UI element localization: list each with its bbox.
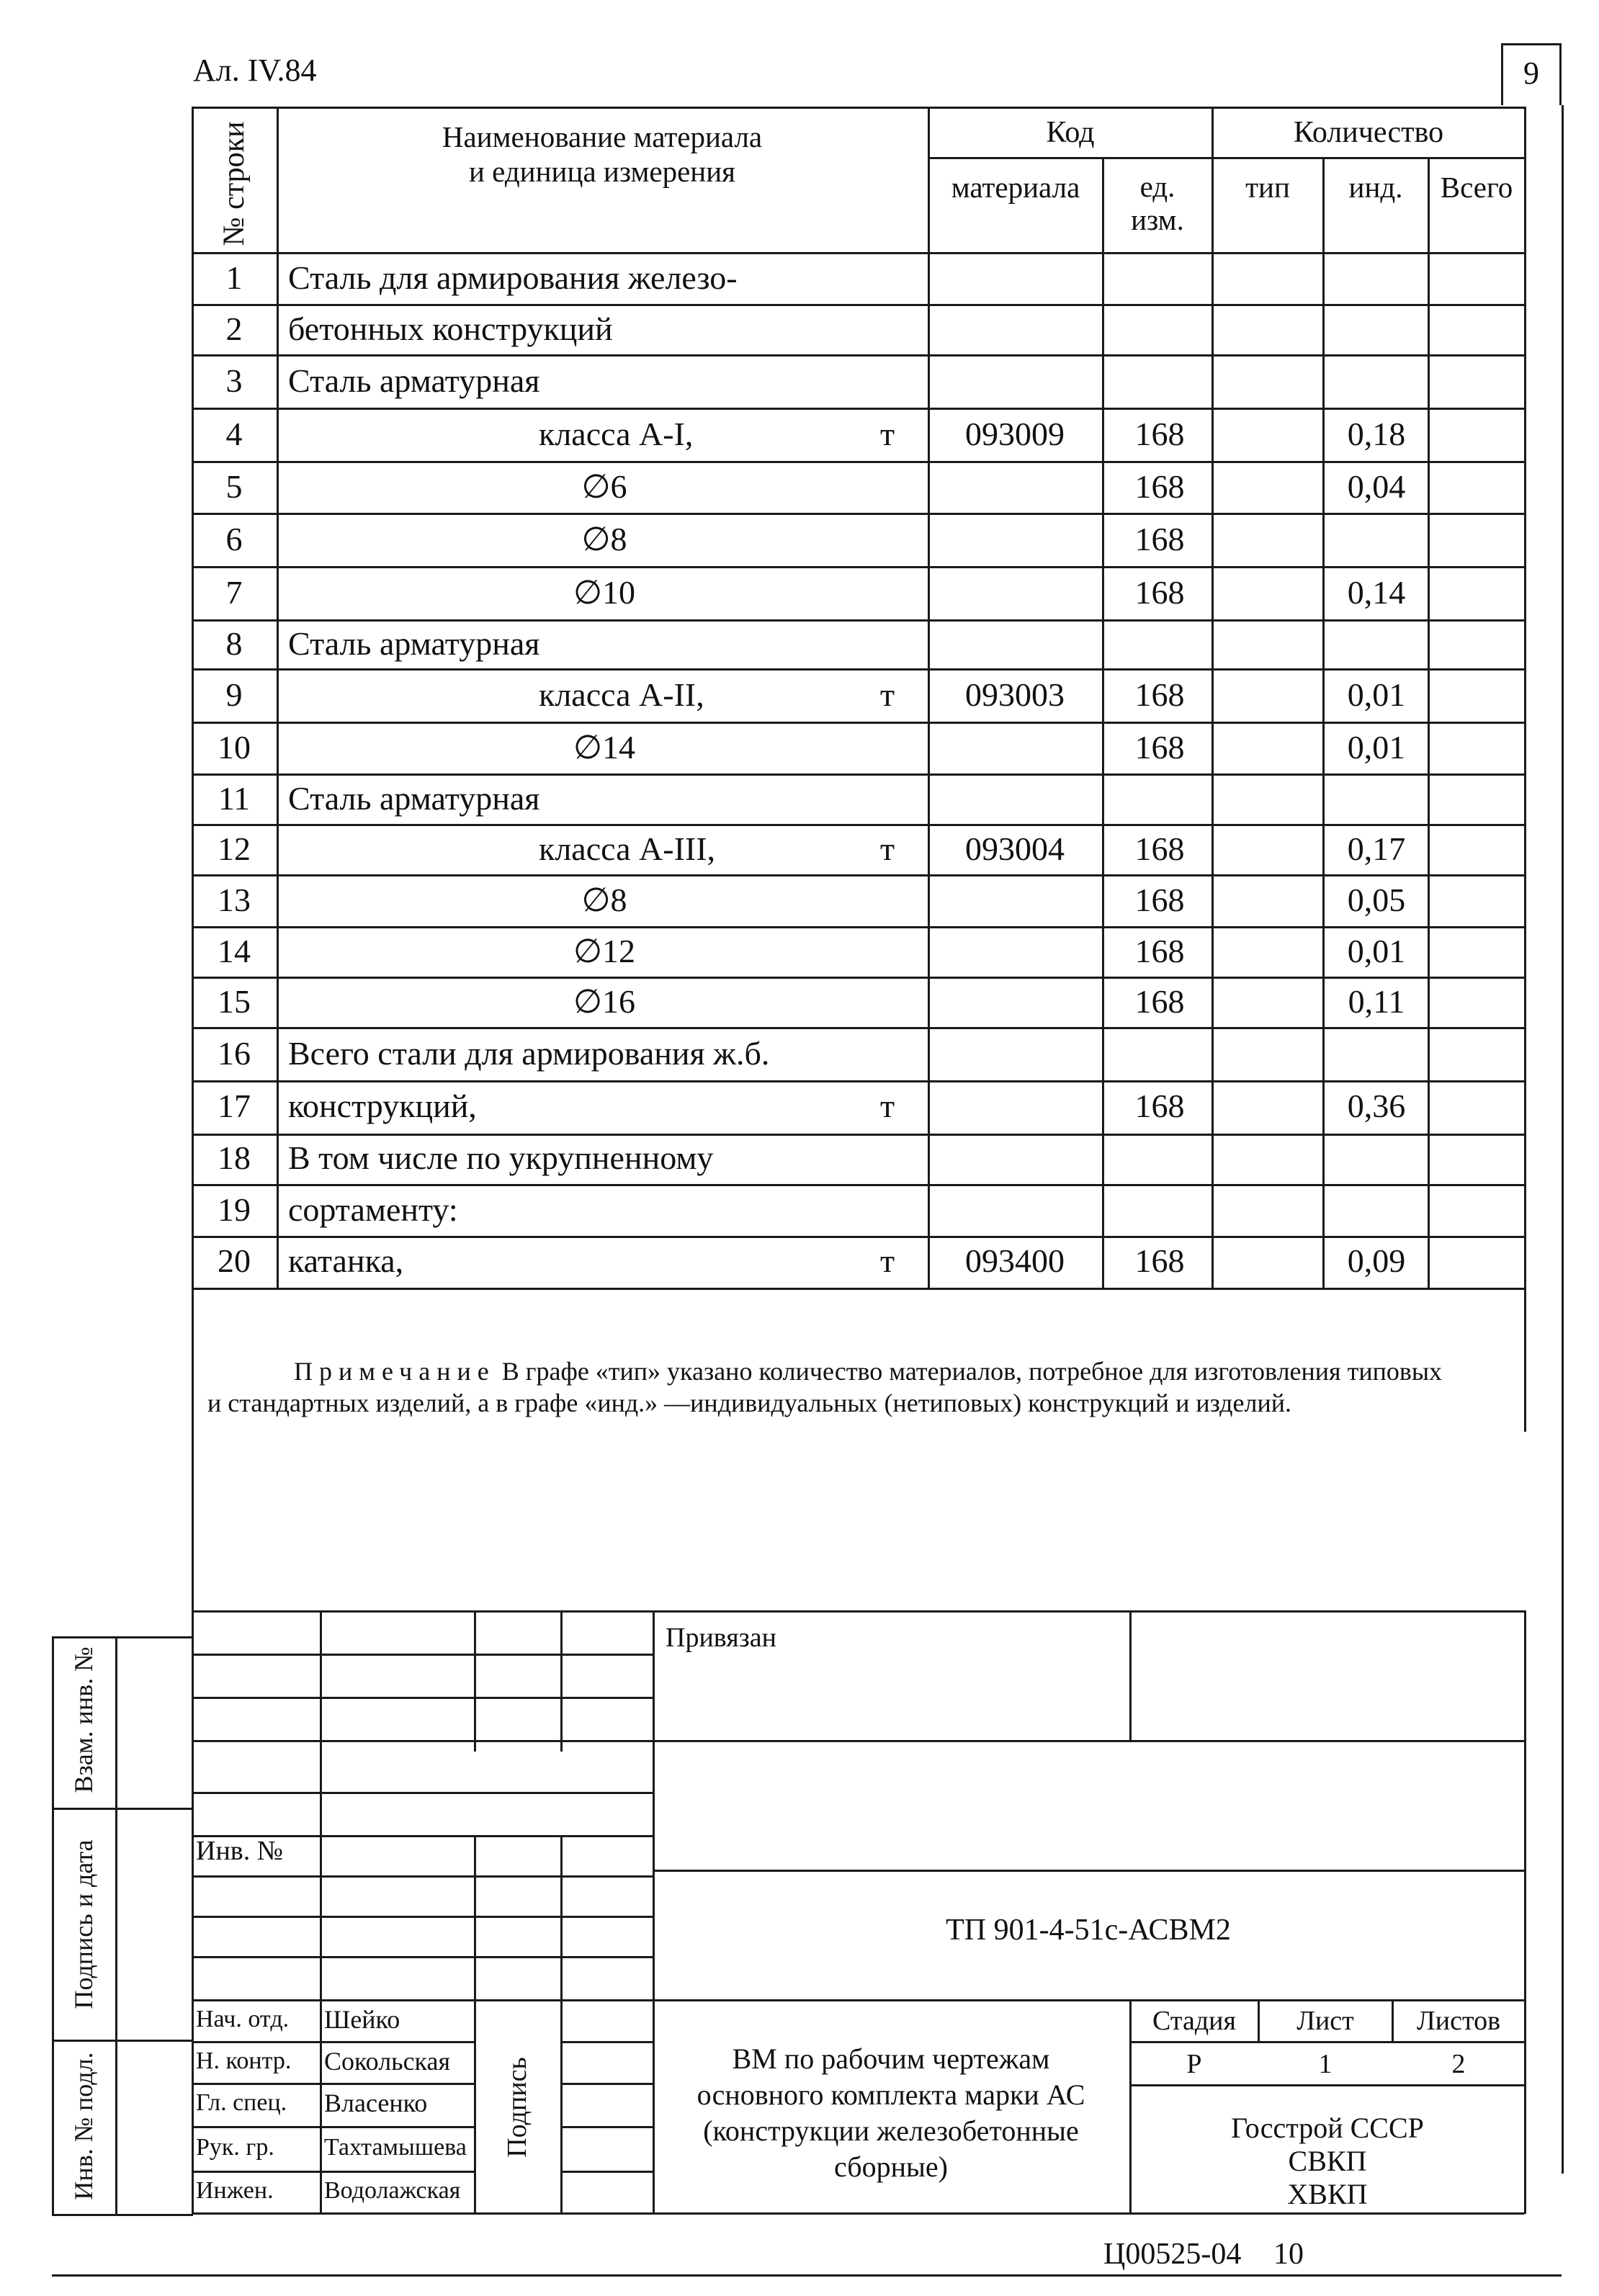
row-unit: т: [879, 676, 895, 713]
row-ed: 168: [1134, 729, 1185, 766]
row-number: 6: [225, 521, 243, 557]
row-name: Всего стали для армирования ж.б.: [288, 1035, 770, 1072]
archive-page: 10: [1273, 2238, 1304, 2271]
side-label-inv: Инв. № подл.: [69, 2052, 98, 2200]
row-code: 093009: [965, 416, 1065, 452]
row-code: 093003: [965, 676, 1065, 713]
row-ed: 168: [1134, 1088, 1185, 1124]
col-header-row-no: № строки: [218, 121, 251, 246]
row-name: ∅8: [581, 521, 627, 557]
role-name: Власенко: [324, 2089, 428, 2117]
role-label: Нач. отд.: [196, 2006, 290, 2032]
row-ind: 0,18: [1347, 416, 1406, 452]
row-number: 14: [218, 933, 251, 969]
row-number: 3: [225, 362, 243, 399]
row-number: 5: [225, 468, 243, 505]
col-header-name-1: Наименование материала: [442, 120, 763, 153]
row-unit: т: [879, 1242, 895, 1279]
row-name: В том числе по укрупненному: [288, 1139, 714, 1176]
row-unit: т: [879, 416, 895, 452]
signature-label: Подпись: [502, 2057, 532, 2158]
row-ed: 168: [1134, 983, 1185, 1020]
row-ed: 168: [1134, 933, 1185, 969]
row-name: класса А-III,: [539, 830, 716, 867]
row-number: 1: [225, 259, 243, 296]
inv-no-label: Инв. №: [196, 1836, 283, 1866]
note: [207, 1355, 1518, 1419]
privyazan-label: Привязан: [666, 1623, 776, 1653]
note-label: Примечание: [294, 1357, 496, 1386]
col-header-qty: Количество: [1293, 116, 1444, 149]
sheets-value: 2: [1451, 2049, 1466, 2079]
row-name: ∅14: [573, 729, 636, 766]
row-name: бетонных конструкций: [288, 310, 613, 347]
side-label-vzam: Взам. инв. №: [69, 1646, 98, 1793]
role-label: Гл. спец.: [196, 2089, 287, 2116]
row-code: 093400: [965, 1242, 1065, 1279]
col-header-name-2: и единица измерения: [468, 155, 736, 188]
row-ed: 168: [1134, 676, 1185, 713]
row-number: 10: [218, 729, 251, 766]
row-number: 2: [225, 310, 243, 347]
row-name: сортаменту:: [288, 1191, 458, 1228]
row-name: конструкций,: [288, 1088, 477, 1124]
row-code: 093004: [965, 830, 1065, 867]
col-header-qty-ind: инд.: [1348, 171, 1403, 204]
row-ind: 0,01: [1347, 933, 1406, 969]
row-name: Сталь арматурная: [288, 780, 540, 817]
row-name: ∅8: [581, 882, 627, 918]
row-name: ∅10: [573, 574, 636, 611]
row-number: 13: [218, 882, 251, 918]
row-name: ∅16: [573, 983, 636, 1020]
sheet-value: 1: [1318, 2049, 1332, 2079]
row-ind: 0,17: [1347, 830, 1406, 867]
organization-1: Госстрой СССР: [1231, 2112, 1424, 2144]
row-ed: 168: [1134, 574, 1185, 611]
row-ed: 168: [1134, 830, 1185, 867]
sheets-label: Листов: [1416, 2006, 1501, 2036]
document-title: [653, 2041, 1129, 2185]
document-title-3: (конструкции железобетонные: [703, 2115, 1079, 2147]
row-unit: т: [879, 1088, 895, 1124]
row-number: 11: [218, 780, 251, 817]
organization-3: ХВКП: [1287, 2178, 1368, 2210]
row-name: Сталь арматурная: [288, 362, 540, 399]
document-title-2: основного комплекта марки АС: [697, 2078, 1085, 2111]
col-header-code-unit-1: ед.: [1139, 170, 1175, 203]
row-number: 12: [218, 830, 251, 867]
row-name: ∅12: [573, 933, 636, 969]
row-number: 16: [218, 1035, 251, 1072]
row-ind: 0,11: [1348, 983, 1405, 1020]
sheet-label: Лист: [1296, 2006, 1354, 2036]
row-ind: 0,14: [1347, 574, 1406, 611]
stage-value: Р: [1186, 2049, 1202, 2079]
role-name: Шейко: [324, 2005, 400, 2034]
row-number: 18: [218, 1139, 251, 1176]
row-ind: 0,09: [1347, 1242, 1406, 1279]
role-name: Водолажская: [324, 2177, 461, 2204]
role-name: Тахтамышева: [324, 2134, 467, 2161]
album-number: Ал. IV.84: [193, 53, 317, 88]
row-ind: 0,04: [1347, 468, 1406, 505]
row-ed: 168: [1134, 468, 1185, 505]
organization-2: СВКП: [1288, 2145, 1367, 2177]
role-label: Н. контр.: [196, 2048, 292, 2074]
row-number: 8: [225, 625, 243, 662]
row-ind: 0,05: [1347, 882, 1406, 918]
document-title-4: сборные): [834, 2151, 948, 2183]
row-number: 4: [225, 416, 243, 452]
role-label: Инжен.: [196, 2177, 274, 2204]
stage-label: Стадия: [1152, 2006, 1236, 2036]
row-ed: 168: [1134, 1242, 1185, 1279]
row-number: 17: [218, 1088, 251, 1124]
row-name: катанка,: [288, 1242, 404, 1279]
side-label-podpis: Подпись и дата: [69, 1839, 98, 2009]
col-header-code-unit-2: изм.: [1131, 203, 1184, 236]
note-text-1: В графе «тип» указано количество материалов, потребное для изготовления типовых: [501, 1357, 1443, 1386]
row-name: класса А-II,: [539, 676, 704, 713]
note-text-2: и стандартных изделий, а в графе «инд.» —индивидуальных (нетиповых) конструкций и изделий.: [207, 1389, 1291, 1417]
document-title-1: ВМ по рабочим чертежам: [732, 2042, 1050, 2075]
col-header-qty-type: тип: [1245, 171, 1290, 204]
row-name: класса А-I,: [539, 416, 694, 452]
row-ed: 168: [1134, 882, 1185, 918]
row-name: ∅6: [581, 468, 627, 505]
document-code: ТП 901-4-51с-АСВМ2: [946, 1914, 1231, 1947]
row-ed: 168: [1134, 416, 1185, 452]
row-name: Сталь арматурная: [288, 625, 540, 662]
row-ind: 0,01: [1347, 729, 1406, 766]
page-number: 9: [1523, 55, 1539, 91]
role-label: Рук. гр.: [196, 2134, 274, 2161]
row-name: Сталь для армирования железо-: [288, 259, 738, 296]
row-number: 19: [218, 1191, 251, 1228]
row-ind: 0,01: [1347, 676, 1406, 713]
page-number-box: [1501, 43, 1562, 105]
archive-code: Ц00525-04: [1103, 2238, 1242, 2271]
row-number: 15: [218, 983, 251, 1020]
row-number: 20: [218, 1242, 251, 1279]
col-header-code: Код: [1046, 116, 1095, 149]
col-header-code-material: материала: [951, 171, 1080, 204]
role-name: Сокольская: [324, 2047, 451, 2076]
row-ind: 0,36: [1347, 1088, 1406, 1124]
row-unit: т: [879, 830, 895, 867]
organization: [1131, 2112, 1524, 2211]
row-ed: 168: [1134, 521, 1185, 557]
col-header-qty-total: Всего: [1440, 171, 1513, 204]
row-number: 9: [225, 676, 243, 713]
row-number: 7: [225, 574, 243, 611]
